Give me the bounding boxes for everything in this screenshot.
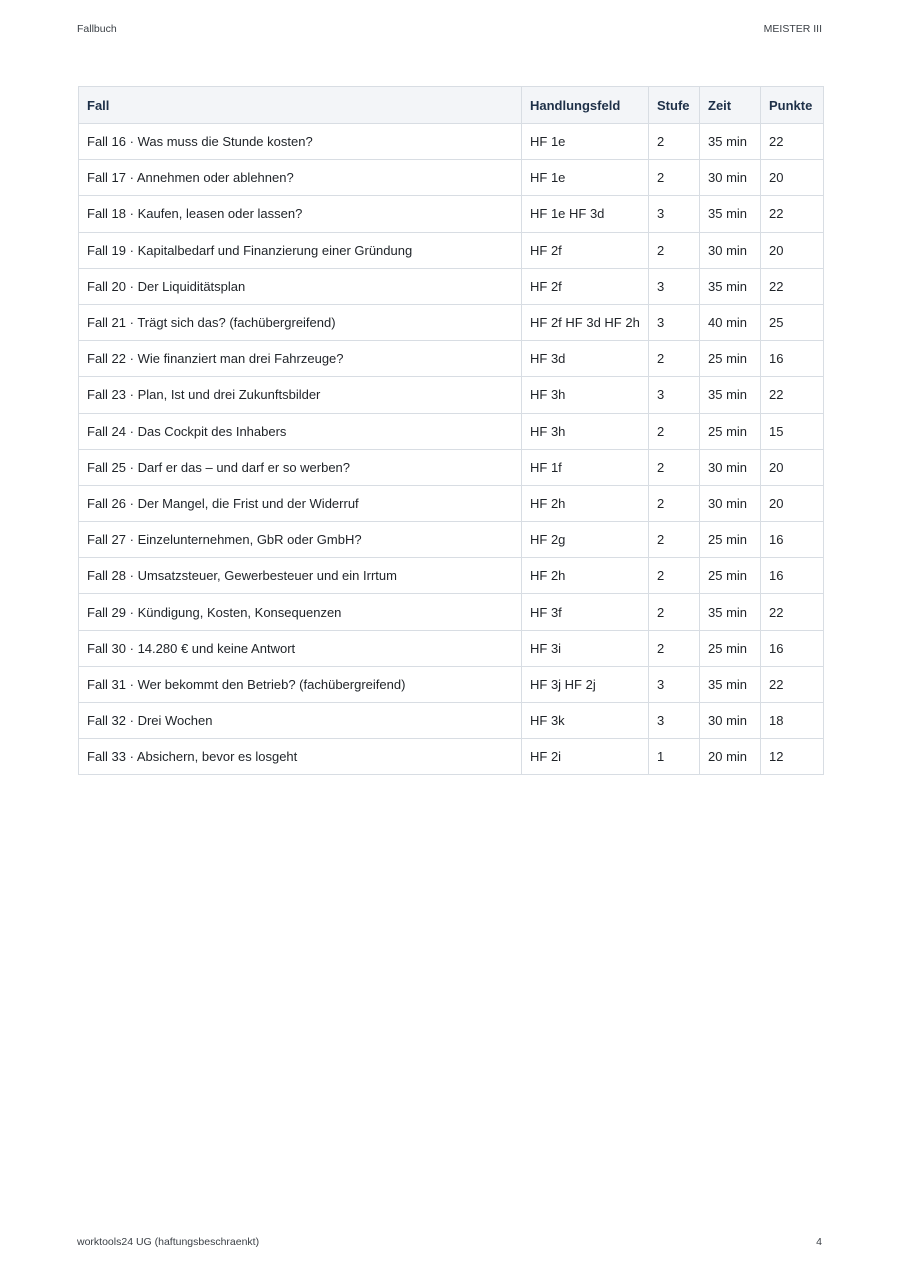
cell-handlungsfeld: HF 2h: [522, 558, 649, 594]
cell-zeit: 35 min: [700, 666, 761, 702]
cell-fall: Fall 23 · Plan, Ist und drei Zukunftsbilder: [79, 377, 522, 413]
column-header-fall: Fall: [79, 87, 522, 124]
table-row: [79, 703, 824, 739]
cell-handlungsfeld: HF 3d: [522, 341, 649, 377]
case-overview-table: [78, 86, 824, 775]
cell-punkte: 25: [761, 304, 824, 340]
cell-fall: Fall 31 · Wer bekommt den Betrieb? (fachübergreifend): [79, 666, 522, 702]
cell-zeit: 35 min: [700, 268, 761, 304]
cell-stufe: 3: [649, 304, 700, 340]
cell-handlungsfeld: HF 3f: [522, 594, 649, 630]
page-number: 4: [816, 1236, 822, 1248]
table-row: [79, 124, 824, 160]
cell-fall: Fall 25 · Darf er das – und darf er so werben?: [79, 449, 522, 485]
table-row: [79, 268, 824, 304]
table-header-row: [79, 87, 824, 124]
cell-zeit: 25 min: [700, 558, 761, 594]
cell-zeit: 30 min: [700, 232, 761, 268]
table-row: [79, 522, 824, 558]
cell-handlungsfeld: HF 1f: [522, 449, 649, 485]
running-footer-left: worktools24 UG (haftungsbeschraenkt): [77, 1236, 260, 1248]
cell-fall: Fall 32 · Drei Wochen: [79, 703, 522, 739]
cell-zeit: 25 min: [700, 341, 761, 377]
cell-zeit: 20 min: [700, 739, 761, 775]
cell-stufe: 2: [649, 558, 700, 594]
cell-fall: Fall 18 · Kaufen, leasen oder lassen?: [79, 196, 522, 232]
table-row: [79, 196, 824, 232]
cell-punkte: 20: [761, 485, 824, 521]
running-header-right: MEISTER III: [763, 23, 822, 35]
cell-fall: Fall 19 · Kapitalbedarf und Finanzierung einer Gründung: [79, 232, 522, 268]
cell-fall: Fall 22 · Wie finanziert man drei Fahrzeuge?: [79, 341, 522, 377]
cell-stufe: 2: [649, 160, 700, 196]
cell-punkte: 22: [761, 268, 824, 304]
cell-stufe: 2: [649, 124, 700, 160]
cell-punkte: 20: [761, 160, 824, 196]
cell-handlungsfeld: HF 3i: [522, 630, 649, 666]
cell-punkte: 18: [761, 703, 824, 739]
cell-stufe: 2: [649, 449, 700, 485]
cell-punkte: 15: [761, 413, 824, 449]
case-overview-table-container: [78, 86, 823, 775]
column-header-punkte: Punkte: [761, 87, 824, 124]
cell-fall: Fall 26 · Der Mangel, die Frist und der Widerruf: [79, 485, 522, 521]
table-row: [79, 377, 824, 413]
cell-punkte: 22: [761, 377, 824, 413]
cell-punkte: 16: [761, 630, 824, 666]
table-row: [79, 739, 824, 775]
cell-punkte: 22: [761, 594, 824, 630]
cell-punkte: 12: [761, 739, 824, 775]
cell-fall: Fall 30 · 14.280 € und keine Antwort: [79, 630, 522, 666]
table-header: [79, 87, 824, 124]
cell-fall: Fall 24 · Das Cockpit des Inhabers: [79, 413, 522, 449]
column-header-stufe: Stufe: [649, 87, 700, 124]
cell-zeit: 30 min: [700, 449, 761, 485]
cell-handlungsfeld: HF 3j HF 2j: [522, 666, 649, 702]
cell-stufe: 2: [649, 485, 700, 521]
cell-handlungsfeld: HF 1e: [522, 124, 649, 160]
cell-handlungsfeld: HF 2g: [522, 522, 649, 558]
cell-zeit: 30 min: [700, 160, 761, 196]
cell-handlungsfeld: HF 2h: [522, 485, 649, 521]
cell-zeit: 35 min: [700, 124, 761, 160]
cell-punkte: 16: [761, 522, 824, 558]
cell-fall: Fall 33 · Absichern, bevor es losgeht: [79, 739, 522, 775]
cell-stufe: 2: [649, 232, 700, 268]
cell-stufe: 2: [649, 630, 700, 666]
cell-zeit: 35 min: [700, 594, 761, 630]
table-row: [79, 558, 824, 594]
cell-stufe: 3: [649, 268, 700, 304]
cell-punkte: 20: [761, 232, 824, 268]
cell-fall: Fall 27 · Einzelunternehmen, GbR oder GmbH?: [79, 522, 522, 558]
cell-fall: Fall 16 · Was muss die Stunde kosten?: [79, 124, 522, 160]
table-row: [79, 594, 824, 630]
cell-zeit: 30 min: [700, 703, 761, 739]
table-row: [79, 232, 824, 268]
cell-zeit: 25 min: [700, 522, 761, 558]
table-row: [79, 485, 824, 521]
cell-punkte: 16: [761, 558, 824, 594]
table-row: [79, 449, 824, 485]
cell-stufe: 3: [649, 196, 700, 232]
cell-punkte: 22: [761, 124, 824, 160]
column-header-zeit: Zeit: [700, 87, 761, 124]
table-row: [79, 630, 824, 666]
cell-zeit: 25 min: [700, 630, 761, 666]
cell-stufe: 3: [649, 666, 700, 702]
cell-stufe: 3: [649, 377, 700, 413]
cell-punkte: 22: [761, 666, 824, 702]
cell-zeit: 35 min: [700, 377, 761, 413]
cell-handlungsfeld: HF 3h: [522, 377, 649, 413]
cell-stufe: 2: [649, 341, 700, 377]
table-row: [79, 304, 824, 340]
cell-handlungsfeld: HF 2f HF 3d HF 2h: [522, 304, 649, 340]
table-row: [79, 413, 824, 449]
cell-stufe: 2: [649, 594, 700, 630]
cell-punkte: 16: [761, 341, 824, 377]
cell-fall: Fall 17 · Annehmen oder ablehnen?: [79, 160, 522, 196]
cell-handlungsfeld: HF 3k: [522, 703, 649, 739]
table-row: [79, 160, 824, 196]
cell-punkte: 20: [761, 449, 824, 485]
cell-handlungsfeld: HF 1e: [522, 160, 649, 196]
cell-handlungsfeld: HF 3h: [522, 413, 649, 449]
cell-handlungsfeld: HF 2f: [522, 268, 649, 304]
cell-handlungsfeld: HF 2f: [522, 232, 649, 268]
cell-zeit: 35 min: [700, 196, 761, 232]
cell-stufe: 2: [649, 522, 700, 558]
cell-zeit: 25 min: [700, 413, 761, 449]
running-header-left: Fallbuch: [77, 23, 117, 35]
cell-zeit: 40 min: [700, 304, 761, 340]
cell-fall: Fall 28 · Umsatzsteuer, Gewerbesteuer und ein Irrtum: [79, 558, 522, 594]
cell-handlungsfeld: HF 2i: [522, 739, 649, 775]
column-header-handlungsfeld: Handlungsfeld: [522, 87, 649, 124]
table-body: [79, 124, 824, 775]
cell-punkte: 22: [761, 196, 824, 232]
cell-fall: Fall 21 · Trägt sich das? (fachübergreifend): [79, 304, 522, 340]
table-row: [79, 341, 824, 377]
cell-stufe: 3: [649, 703, 700, 739]
cell-stufe: 2: [649, 413, 700, 449]
cell-stufe: 1: [649, 739, 700, 775]
cell-zeit: 30 min: [700, 485, 761, 521]
cell-handlungsfeld: HF 1e HF 3d: [522, 196, 649, 232]
cell-fall: Fall 29 · Kündigung, Kosten, Konsequenzen: [79, 594, 522, 630]
table-row: [79, 666, 824, 702]
cell-fall: Fall 20 · Der Liquiditätsplan: [79, 268, 522, 304]
